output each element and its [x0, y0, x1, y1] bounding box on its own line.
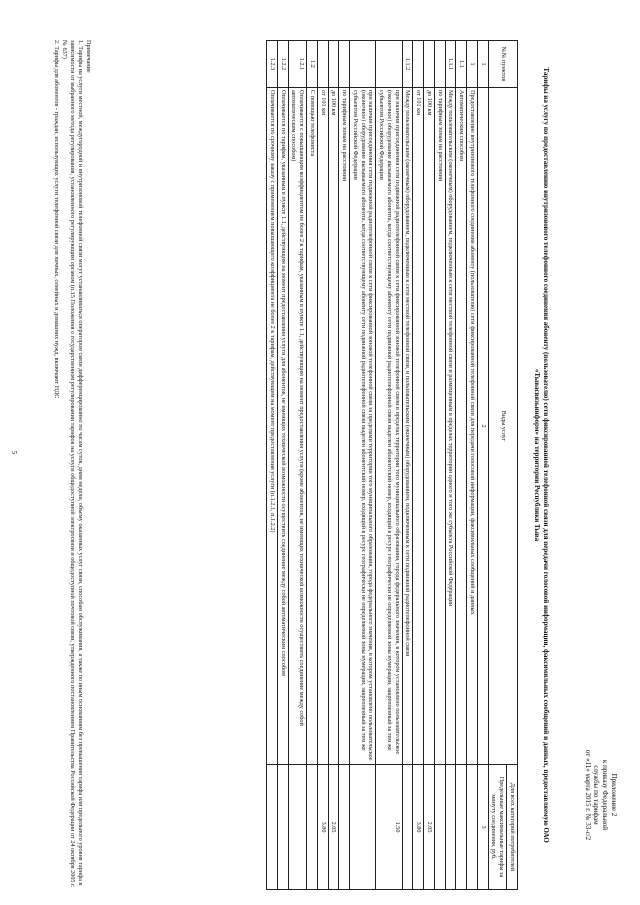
table-row: [350, 41, 376, 890]
row-service-text: Оплачивается по срочному заказу с применением повышающего коэффициента не более 2 к тарифам, действующим на момент предоставления услуги (п.1.2.1, п.1.2.2): [267, 88, 278, 765]
row-tariff: 2.05: [424, 765, 435, 890]
row-tariff: [339, 765, 350, 890]
row-tariff: [267, 765, 278, 890]
row-service-text: Между пользовательским (оконечным) оборудованием, подключенным к сети местной телефонной связи и размещенным в пределах территории одного и того же субъекта Российской Федерации: [445, 88, 456, 765]
row-number: [318, 41, 329, 88]
row-number: [435, 41, 446, 88]
col-index-1: 1: [478, 41, 489, 88]
row-number: 1.2: [307, 41, 318, 88]
row-service-text: Оплачивается с повышающим коэффициентом не более 2 к тарифам, указанным в пункте 1.1, действующим на момент предоставления услуги (кроме абонентов, не имеющих технической возможности осуществить соединение между собой автоматическим способом): [288, 88, 307, 765]
table-row: [435, 41, 446, 890]
annex-line-3: службы по тарифам: [592, 765, 601, 825]
row-number: [376, 41, 402, 88]
table-row: [339, 41, 350, 890]
row-number: [339, 41, 350, 88]
row-service-text: по тарифным зонам на расстоянии: [435, 88, 446, 765]
row-service-text: Предоставление внутризонового телефонного соединения абоненту (пользователю) сети фиксированной телефонной связи для передачи голосовой информации, факсимильных сообщений и данных: [467, 88, 478, 765]
header-kind: Виды услуг: [488, 88, 517, 765]
annex-line-2: к приказу Федеральной: [601, 760, 610, 830]
table-row: [267, 41, 278, 890]
row-tariff: [467, 765, 478, 890]
footer-notes: [52, 40, 92, 890]
page-number: 5: [10, 450, 18, 455]
annex-line-4: от «11» марта 2015 г. № 33-с/2: [583, 749, 592, 841]
document-title: Тарифы на услугу по предоставлению внутризонового телефонного соединения абоненту (пользователю) сети фиксированной телефонной связи для передачи голосовой информации, факсимильных сообщений и данных, предоставляемую ОАО «Тывасвязьинформ» на территории Республики Тыва: [533, 67, 550, 843]
row-service-text: от 101 км: [413, 88, 424, 765]
tariff-table: [266, 40, 518, 890]
table-row: [402, 41, 413, 890]
table-row: [467, 41, 478, 890]
row-service-text: С помощью телефониста: [307, 88, 318, 765]
footer-note-1: 1. Тарифы на услуги местной, междугородной и внутризоновой телефонной связи могут устанавливаться оператором связи дифференцированно по часам суток, дням недели, объему оказанных услуг связи, способам обслуживания, а также по иным основаниям без превышения тарифа или предельного уровня тарифа в зависимости от выбранного метода регулирования, установленного регулирующим органом (п.15 Положения о государственном регулировании тарифов на услуги общедоступной электросвязи и общедоступной почтовой связи, утвержденного постановлением Правительства Российской Федерации от 24 октября 2005 г. № 637): [60, 40, 84, 888]
footer-label: Примечание: [85, 40, 92, 73]
col-index-2: 2: [478, 88, 489, 765]
row-tariff: [288, 765, 307, 890]
table-row: [328, 41, 339, 890]
row-service-text: до 100 км: [328, 88, 339, 765]
table-row: [278, 41, 289, 890]
row-tariff: [402, 765, 413, 890]
table-row: [445, 41, 456, 890]
row-tariff: 3.80: [413, 765, 424, 890]
row-number: 1.1.1: [445, 41, 456, 88]
header-tariff-limit: Предельные максимальные тарифы за минуту соединения, руб.: [488, 765, 507, 890]
row-tariff: [435, 765, 446, 890]
row-tariff: [307, 765, 318, 890]
row-tariff: [456, 765, 467, 890]
annex-header: [583, 705, 618, 885]
row-tariff: [350, 765, 376, 890]
table-row: [318, 41, 329, 890]
row-number: 1.1.2: [402, 41, 413, 88]
row-number: 1: [467, 41, 478, 88]
header-tariff-category: Для всех категорий потребителей: [507, 765, 518, 890]
table-body: [267, 41, 478, 890]
row-service-text: до 100 км: [424, 88, 435, 765]
table-row: [288, 41, 307, 890]
annex-line-1: Приложение 2: [610, 773, 618, 817]
header-row: [507, 41, 518, 890]
row-service-text: по тарифным зонам на расстоянии: [339, 88, 350, 765]
row-number: 1.2.3: [267, 41, 278, 88]
column-index-row: [478, 41, 489, 890]
row-tariff: [278, 765, 289, 890]
row-service-text: при наличии присоединения сети подвижной радиотелефонной связи к сети фиксированной зоновой телефонной связи за пределами территории того муниципального образования, города федерального значения, в котором установлено пользовательское (оконечное) оборудование вызываемого абонента, когда соответствующему абоненту сети подвижной радиотелефонной связи выделен абонентский номер, входящий в ресурс географически не определяемой зоны нумерации, закрепленный за тем же субъектом Российской Федерации: [350, 88, 376, 765]
row-tariff: 3.80: [318, 765, 329, 890]
table-row: [424, 41, 435, 890]
row-number: 1.1: [456, 41, 467, 88]
row-service-text: от 101 км: [318, 88, 329, 765]
row-number: [413, 41, 424, 88]
row-service-text: Между пользовательским (оконечным) оборудованием, подключенным к сети местной телефонной связи, и пользовательским (оконечным) оборудованием, подключенным к сети подвижной радиотелефонной связи: [402, 88, 413, 765]
header-num: №№ пунктов: [488, 41, 517, 88]
row-number: 1.2.1: [288, 41, 307, 88]
row-number: 1.2.2: [278, 41, 289, 88]
row-number: [350, 41, 376, 88]
row-tariff: [445, 765, 456, 890]
table-row: [456, 41, 467, 890]
table-row: [376, 41, 402, 890]
footer-note-2: 2. Тарифы для абонентов - граждан, использующих услуги телефонной связи для личных, семейных и домашних нужд, включают НДС: [52, 40, 60, 399]
row-service-text: при наличии присоединения сети подвижной радиотелефонной связи к сети фиксированной зоновой телефонной связи в пределах территории того муниципального образования, города федерального значения, в котором установлено пользовательское (оконечное) оборудование вызываемого абонента, когда соответствующему абоненту сети подвижной радиотелефонной связи выделен абонентский номер, входящий в ресурс географически не определяемой зоны нумерации, закрепленный за тем же субъектом Российской Федерации: [376, 88, 402, 765]
row-service-text: Автоматическим способом: [456, 88, 467, 765]
row-tariff: 2.05: [328, 765, 339, 890]
table-row: [307, 41, 318, 890]
row-tariff: 1.50: [376, 765, 402, 890]
row-number: [328, 41, 339, 88]
row-service-text: Оплачивается по тарифам, указанным в пункте 1.1, действующим на момент предоставления услуги для абонентов, не имеющих технической возможности осуществить соединение между собой автоматическим способом: [278, 88, 289, 765]
row-number: [424, 41, 435, 88]
col-index-3: 3: [478, 765, 489, 890]
table-row: [413, 41, 424, 890]
